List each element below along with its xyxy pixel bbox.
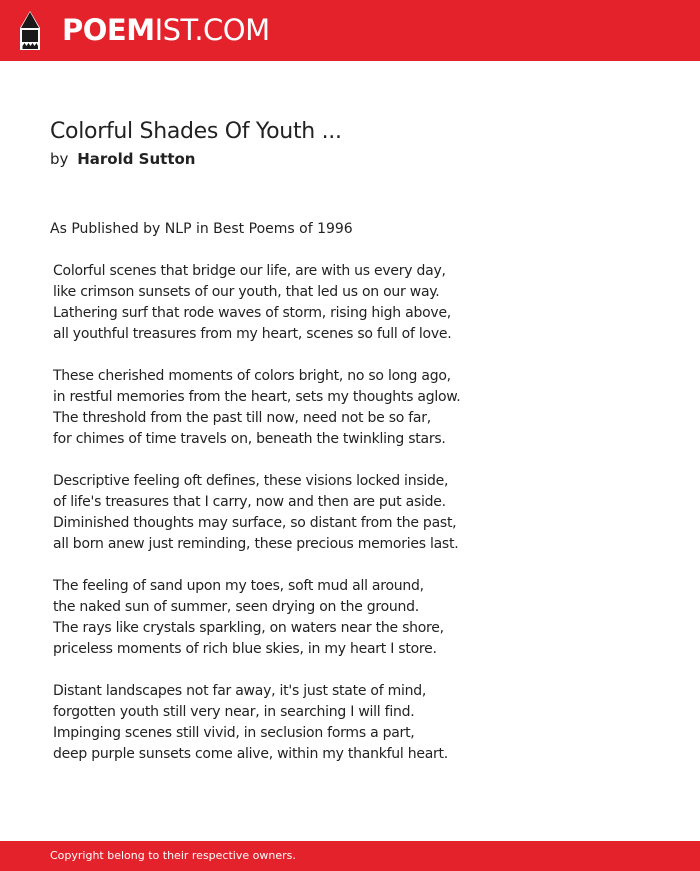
stanza [53,576,653,660]
logo-light-text: IST.COM [154,13,270,47]
poem-line: These cherished moments of colors bright, no so long ago, [53,368,451,384]
poem-line: Distant landscapes not far away, it's just state of mind, [53,683,427,699]
author-name: Harold Sutton [77,150,196,168]
byline [50,149,195,169]
poem-line: in restful memories from the heart, sets my thoughts aglow. [53,389,461,405]
stanza [53,261,653,345]
copyright-notice: Copyright belong to their respective owners. [50,849,296,862]
poem-line: all youthful treasures from my heart, scenes so full of love. [53,326,452,342]
poem-line: The rays like crystals sparkling, on waters near the shore, [53,620,444,636]
poem-line: Colorful scenes that bridge our life, are with us every day, [53,263,446,279]
stanza [53,366,653,450]
poem-line: Lathering surf that rode waves of storm, rising high above, [53,305,452,321]
publication-note: As Published by NLP in Best Poems of 1996 [50,221,353,237]
poem-line: all born anew just reminding, these precious memories last. [53,536,459,552]
stanza [53,471,653,555]
poem-title: Colorful Shades Of Youth ... [50,119,342,144]
poem-line: of life's treasures that I carry, now and then are put aside. [53,494,446,510]
poem-line: Diminished thoughts may surface, so distant from the past, [53,515,457,531]
poem-line: The feeling of sand upon my toes, soft mud all around, [53,578,424,594]
poem-line: priceless moments of rich blue skies, in my heart I store. [53,641,437,657]
site-footer [0,841,700,871]
pencil-icon [18,10,42,52]
poem-line: for chimes of time travels on, beneath the twinkling stars. [53,431,446,447]
poem-body [53,261,653,786]
poem-line: deep purple sunsets come alive, within my thankful heart. [53,746,448,762]
stanza [53,681,653,765]
poem-line: like crimson sunsets of our youth, that led us on our way. [53,284,440,300]
poem-line: Descriptive feeling oft defines, these visions locked inside, [53,473,449,489]
poem-line: The threshold from the past till now, need not be so far, [53,410,431,426]
poem-line: Impinging scenes still vivid, in seclusion forms a part, [53,725,415,741]
poem-line: the naked sun of summer, seen drying on the ground. [53,599,420,615]
by-label: by [50,150,69,168]
logo-bold-text: POEM [62,13,155,47]
poem-line: forgotten youth still very near, in searching I will find. [53,704,415,720]
site-logo[interactable] [62,13,270,47]
site-header [0,0,700,61]
